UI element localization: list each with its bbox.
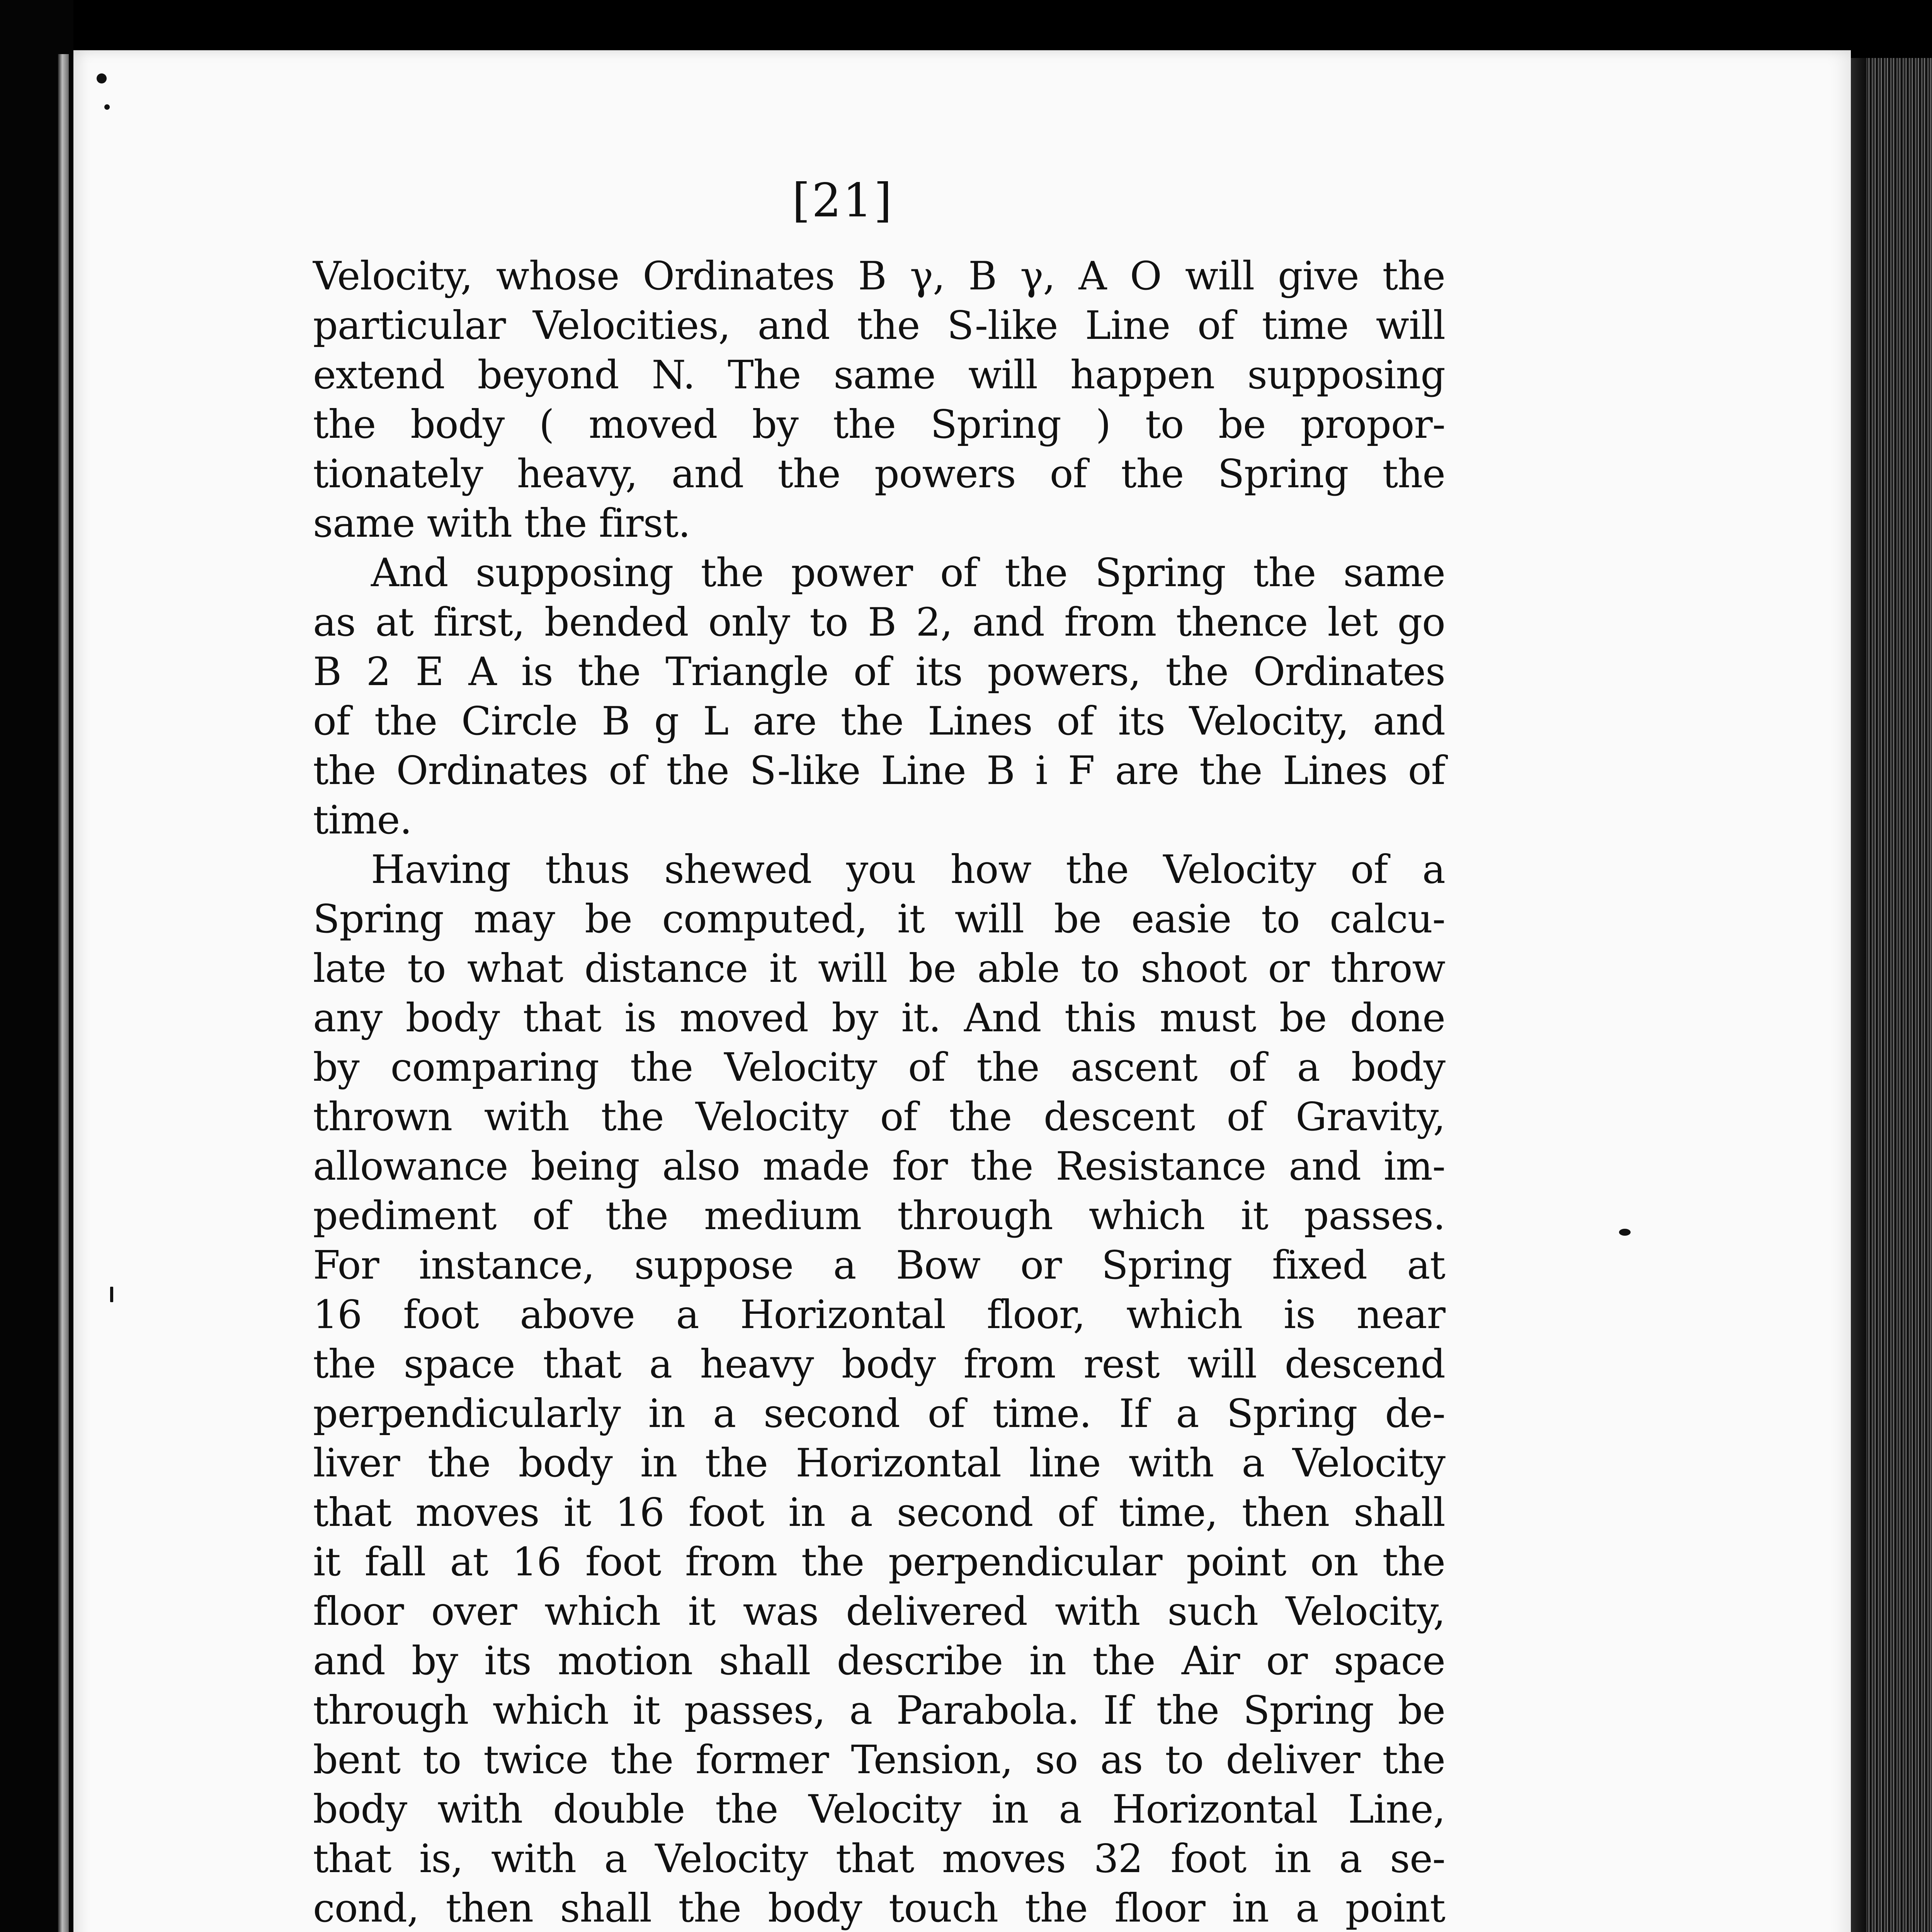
left-page-edge bbox=[0, 0, 73, 1932]
text-line: by comparing the Velocity of the ascent of a body bbox=[313, 1044, 1445, 1090]
text-line: same with the first. bbox=[313, 500, 690, 546]
text-line: that moves it 16 foot in a second of time, then shall bbox=[313, 1490, 1445, 1535]
text-line: bent to twice the former Tension, so as to deliver the bbox=[313, 1737, 1445, 1782]
text-line: For instance, suppose a Bow or Spring fixed at bbox=[313, 1242, 1445, 1288]
ink-speck bbox=[104, 104, 110, 110]
ink-speck bbox=[110, 1287, 113, 1302]
text-line: allowance being also made for the Resistance and im- bbox=[313, 1143, 1445, 1189]
text-line: liver the body in the Horizontal line with a Velocity bbox=[313, 1440, 1445, 1486]
text-line: Spring may be computed, it will be easie to calcu- bbox=[313, 896, 1445, 942]
text-line: the Ordinates of the S-like Line B i F are the Lines of bbox=[313, 748, 1445, 793]
text-line: B 2 E A is the Triangle of its powers, the Ordinates bbox=[313, 649, 1445, 694]
text-line: the space that a heavy body from rest will descend bbox=[313, 1341, 1445, 1387]
text-line: the body ( moved by the Spring ) to be propor- bbox=[313, 401, 1445, 447]
text-line: pediment of the medium through which it passes. bbox=[313, 1193, 1445, 1238]
page-number: [21] bbox=[792, 174, 894, 228]
text-line: through which it passes, a Parabola. If the Spring be bbox=[313, 1687, 1445, 1733]
text-line: tionately heavy, and the powers of the Spring the bbox=[313, 451, 1445, 497]
text-line: body with double the Velocity in a Horizontal Line, bbox=[313, 1786, 1445, 1832]
text-line: and by its motion shall describe in the Air or space bbox=[313, 1638, 1445, 1684]
text-line: And supposing the power of the Spring the same bbox=[371, 550, 1445, 595]
text-line: as at first, bended only to B 2, and from thence let go bbox=[313, 599, 1445, 645]
text-line: time. bbox=[313, 797, 412, 843]
ink-speck bbox=[1619, 1229, 1631, 1236]
text-line: perpendicularly in a second of time. If a Spring de- bbox=[313, 1391, 1445, 1436]
text-line: that is, with a Velocity that moves 32 foot in a se- bbox=[313, 1836, 1445, 1881]
text-line: it fall at 16 foot from the perpendicular point on the bbox=[313, 1539, 1445, 1585]
text-line: Velocity, whose Ordinates B γ, B γ, A O will give the bbox=[313, 253, 1445, 299]
text-line: cond, then shall the body touch the floor in a point bbox=[313, 1885, 1445, 1931]
text-line: extend beyond N. The same will happen supposing bbox=[313, 352, 1445, 398]
text-line: thrown with the Velocity of the descent of Gravity, bbox=[313, 1094, 1445, 1139]
text-line: late to what distance it will be able to shoot or throw bbox=[313, 946, 1445, 991]
text-line: of the Circle B g L are the Lines of its Velocity, and bbox=[313, 698, 1445, 744]
book-page bbox=[73, 50, 1851, 1932]
text-line: any body that is moved by it. And this must be done bbox=[313, 995, 1445, 1041]
text-line: Having thus shewed you how the Velocity of a bbox=[371, 847, 1445, 892]
right-page-stack-edge bbox=[1851, 58, 1932, 1932]
text-line: particular Velocities, and the S-like Line of time will bbox=[313, 303, 1445, 348]
text-line: 16 foot above a Horizontal floor, which is near bbox=[313, 1292, 1445, 1337]
ink-speck bbox=[97, 73, 107, 83]
text-line: floor over which it was delivered with such Velocity, bbox=[313, 1588, 1445, 1634]
